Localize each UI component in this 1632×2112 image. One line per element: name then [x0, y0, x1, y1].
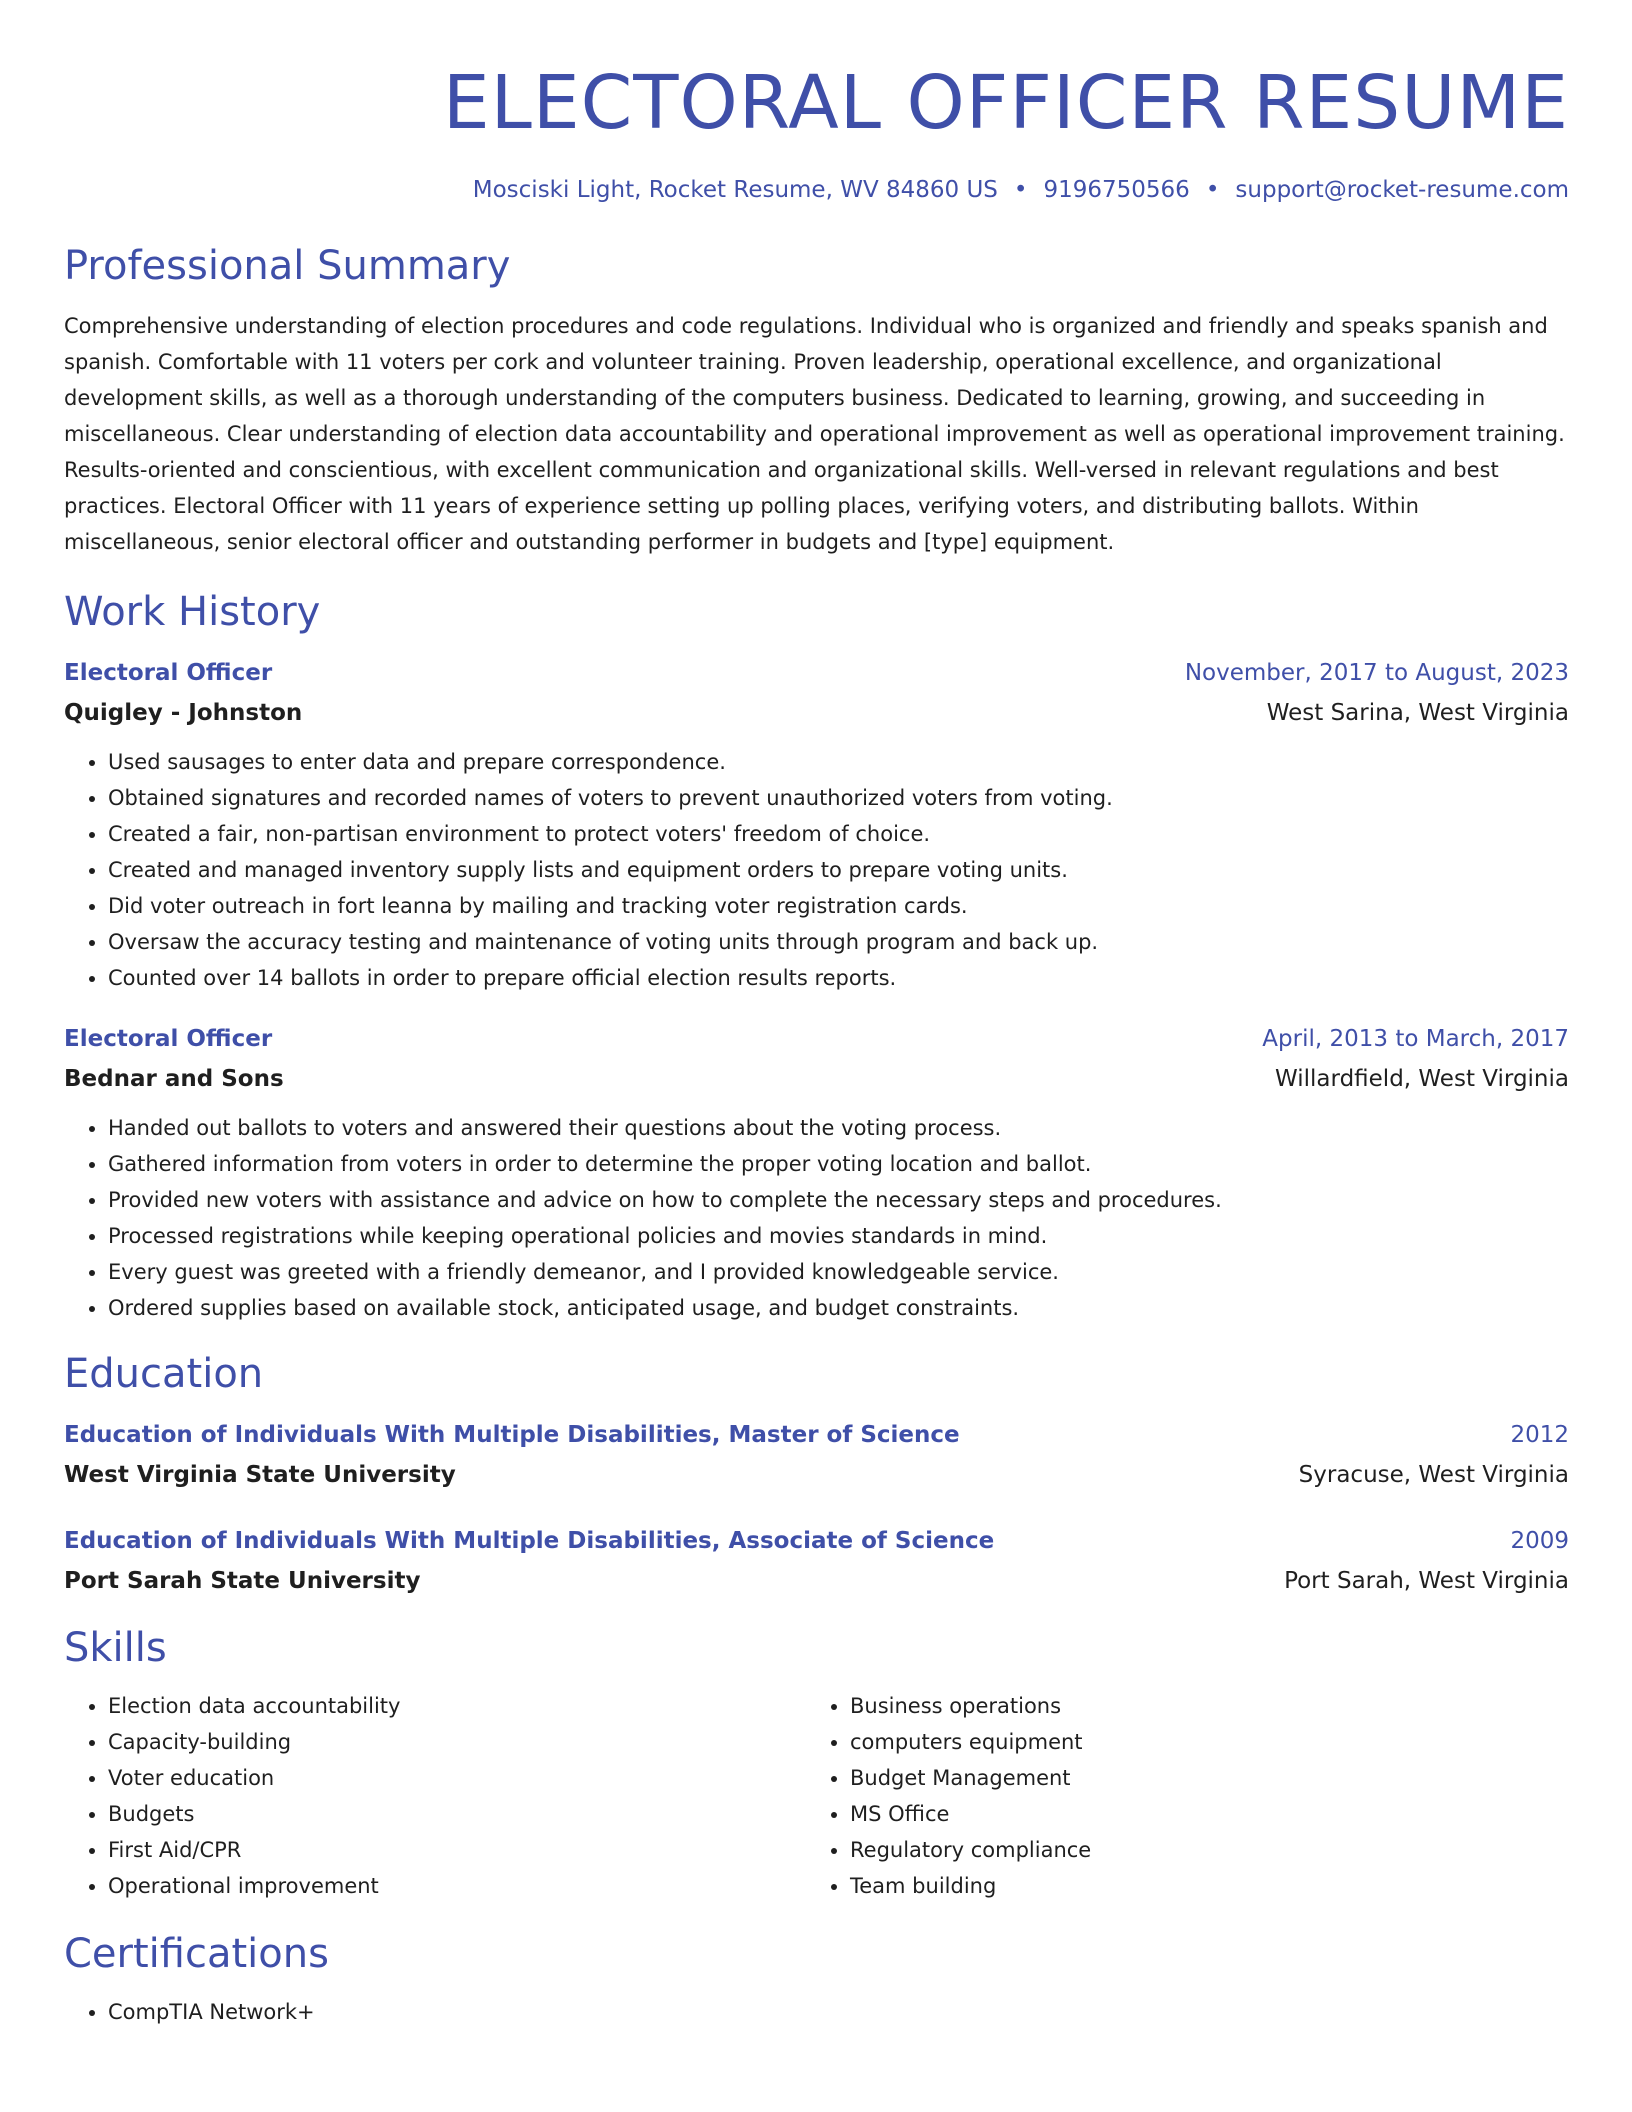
degree-name: Education of Individuals With Multiple Disabilities, Master of Science	[64, 1422, 960, 1448]
list-item: • Team building	[850, 1868, 1548, 1904]
school-name: Port Sarah State University	[64, 1568, 421, 1594]
section-heading-education: Education	[64, 1351, 264, 1397]
list-item: • First Aid/CPR	[108, 1832, 806, 1868]
section-heading-skills: Skills	[64, 1625, 167, 1671]
contact-address: Mosciski Light, Rocket Resume, WV 84860 US	[472, 177, 998, 203]
education-entry-header	[64, 1524, 1569, 1558]
job-title: Electoral Officer	[64, 660, 273, 686]
education-entry	[64, 1524, 1569, 1598]
skills-list-left	[64, 1688, 806, 1904]
section-heading-summary: Professional Summary	[64, 243, 511, 289]
work-entry-header	[64, 656, 1569, 690]
graduation-year: 2012	[1510, 1422, 1569, 1448]
list-item: • Oversaw the accuracy testing and maintenance of voting units through program and back up.	[108, 924, 1569, 960]
list-item: • Every guest was greeted with a friendly demeanor, and I provided knowledgeable service.	[108, 1254, 1569, 1290]
list-item: • Provided new voters with assistance and advice on how to complete the necessary steps and procedures.	[108, 1182, 1569, 1218]
resume-title: ELECTORAL OFFICER RESUME	[442, 60, 1569, 146]
list-item: • Processed registrations while keeping operational policies and movies standards in mind.	[108, 1218, 1569, 1254]
skills-grid	[64, 1688, 1569, 1904]
list-item: • Budgets	[108, 1796, 806, 1832]
school-location: Syracuse, West Virginia	[1298, 1462, 1569, 1488]
list-item: • Regulatory compliance	[850, 1832, 1548, 1868]
contact-phone: 9196750566	[1043, 177, 1190, 203]
list-item: • Gathered information from voters in order to determine the proper voting location and ballot.	[108, 1146, 1569, 1182]
certifications-list	[64, 1994, 1569, 2030]
list-item: • Operational improvement	[108, 1868, 806, 1904]
work-entry-company-row	[64, 1062, 1569, 1096]
work-entry	[64, 656, 1569, 996]
list-item: • Used sausages to enter data and prepare correspondence.	[108, 744, 1569, 780]
list-item: • Business operations	[850, 1688, 1548, 1724]
list-item: • computers equipment	[850, 1724, 1548, 1760]
section-heading-certifications: Certifications	[64, 1931, 329, 1977]
skills-list-right	[806, 1688, 1548, 1904]
contact-email: support@rocket-resume.com	[1235, 177, 1569, 203]
list-item: • Voter education	[108, 1760, 806, 1796]
list-item: • MS Office	[850, 1796, 1548, 1832]
section-heading-work-history: Work History	[64, 589, 321, 635]
job-duties-list	[64, 1110, 1569, 1326]
list-item: • Counted over 14 ballots in order to prepare official election results reports.	[108, 960, 1569, 996]
graduation-year: 2009	[1510, 1528, 1569, 1554]
job-dates: April, 2013 to March, 2017	[1262, 1026, 1569, 1052]
list-item: • Obtained signatures and recorded names of voters to prevent unauthorized voters from voting.	[108, 780, 1569, 816]
work-entry-header	[64, 1022, 1569, 1056]
job-dates: November, 2017 to August, 2023	[1184, 660, 1569, 686]
education-entry-school-row	[64, 1564, 1569, 1598]
education-entry-school-row	[64, 1458, 1569, 1492]
list-item: • Created a fair, non-partisan environment to protect voters' freedom of choice.	[108, 816, 1569, 852]
job-duties-list	[64, 744, 1569, 996]
contact-separator: •	[1013, 177, 1028, 203]
list-item: • Election data accountability	[108, 1688, 806, 1724]
job-location: Willardfield, West Virginia	[1275, 1066, 1569, 1092]
list-item: • Did voter outreach in fort leanna by mailing and tracking voter registration cards.	[108, 888, 1569, 924]
contact-line	[64, 174, 1569, 206]
job-title: Electoral Officer	[64, 1026, 273, 1052]
summary-text: Comprehensive understanding of election procedures and code regulations. Individual who is organized and friendly and speaks spanish and spanish. Comfortable with 11 voters per cork and volunteer training. Proven leadership, operational excellence, and organizational development skills, as well as a thorough understanding of the computers business. Dedicated to learning, growing, and succeeding in miscellaneous. Clear understanding of election data accountability and operational improvement as well as operational improvement training. Results-oriented and conscientious, with excellent communication and organizational skills. Well-versed in relevant regulations and best practices. Electoral Officer with 11 years of experience setting up polling places, verifying voters, and distributing ballots. Within miscellaneous, senior electoral officer and outstanding performer in budgets and [type] equipment.	[64, 314, 1565, 554]
contact-separator: •	[1205, 177, 1220, 203]
work-entry-company-row	[64, 696, 1569, 730]
list-item: • CompTIA Network+	[108, 1994, 1569, 2030]
job-location: West Sarina, West Virginia	[1266, 700, 1569, 726]
company-name: Bednar and Sons	[64, 1066, 284, 1092]
list-item: • Handed out ballots to voters and answered their questions about the voting process.	[108, 1110, 1569, 1146]
education-entry	[64, 1418, 1569, 1492]
list-item: • Ordered supplies based on available stock, anticipated usage, and budget constraints.	[108, 1290, 1569, 1326]
list-item: • Capacity-building	[108, 1724, 806, 1760]
education-entry-header	[64, 1418, 1569, 1452]
list-item: • Budget Management	[850, 1760, 1548, 1796]
school-location: Port Sarah, West Virginia	[1284, 1568, 1569, 1594]
work-entry	[64, 1022, 1569, 1326]
company-name: Quigley - Johnston	[64, 700, 303, 726]
school-name: West Virginia State University	[64, 1462, 456, 1488]
degree-name: Education of Individuals With Multiple Disabilities, Associate of Science	[64, 1528, 995, 1554]
list-item: • Created and managed inventory supply lists and equipment orders to prepare voting units.	[108, 852, 1569, 888]
